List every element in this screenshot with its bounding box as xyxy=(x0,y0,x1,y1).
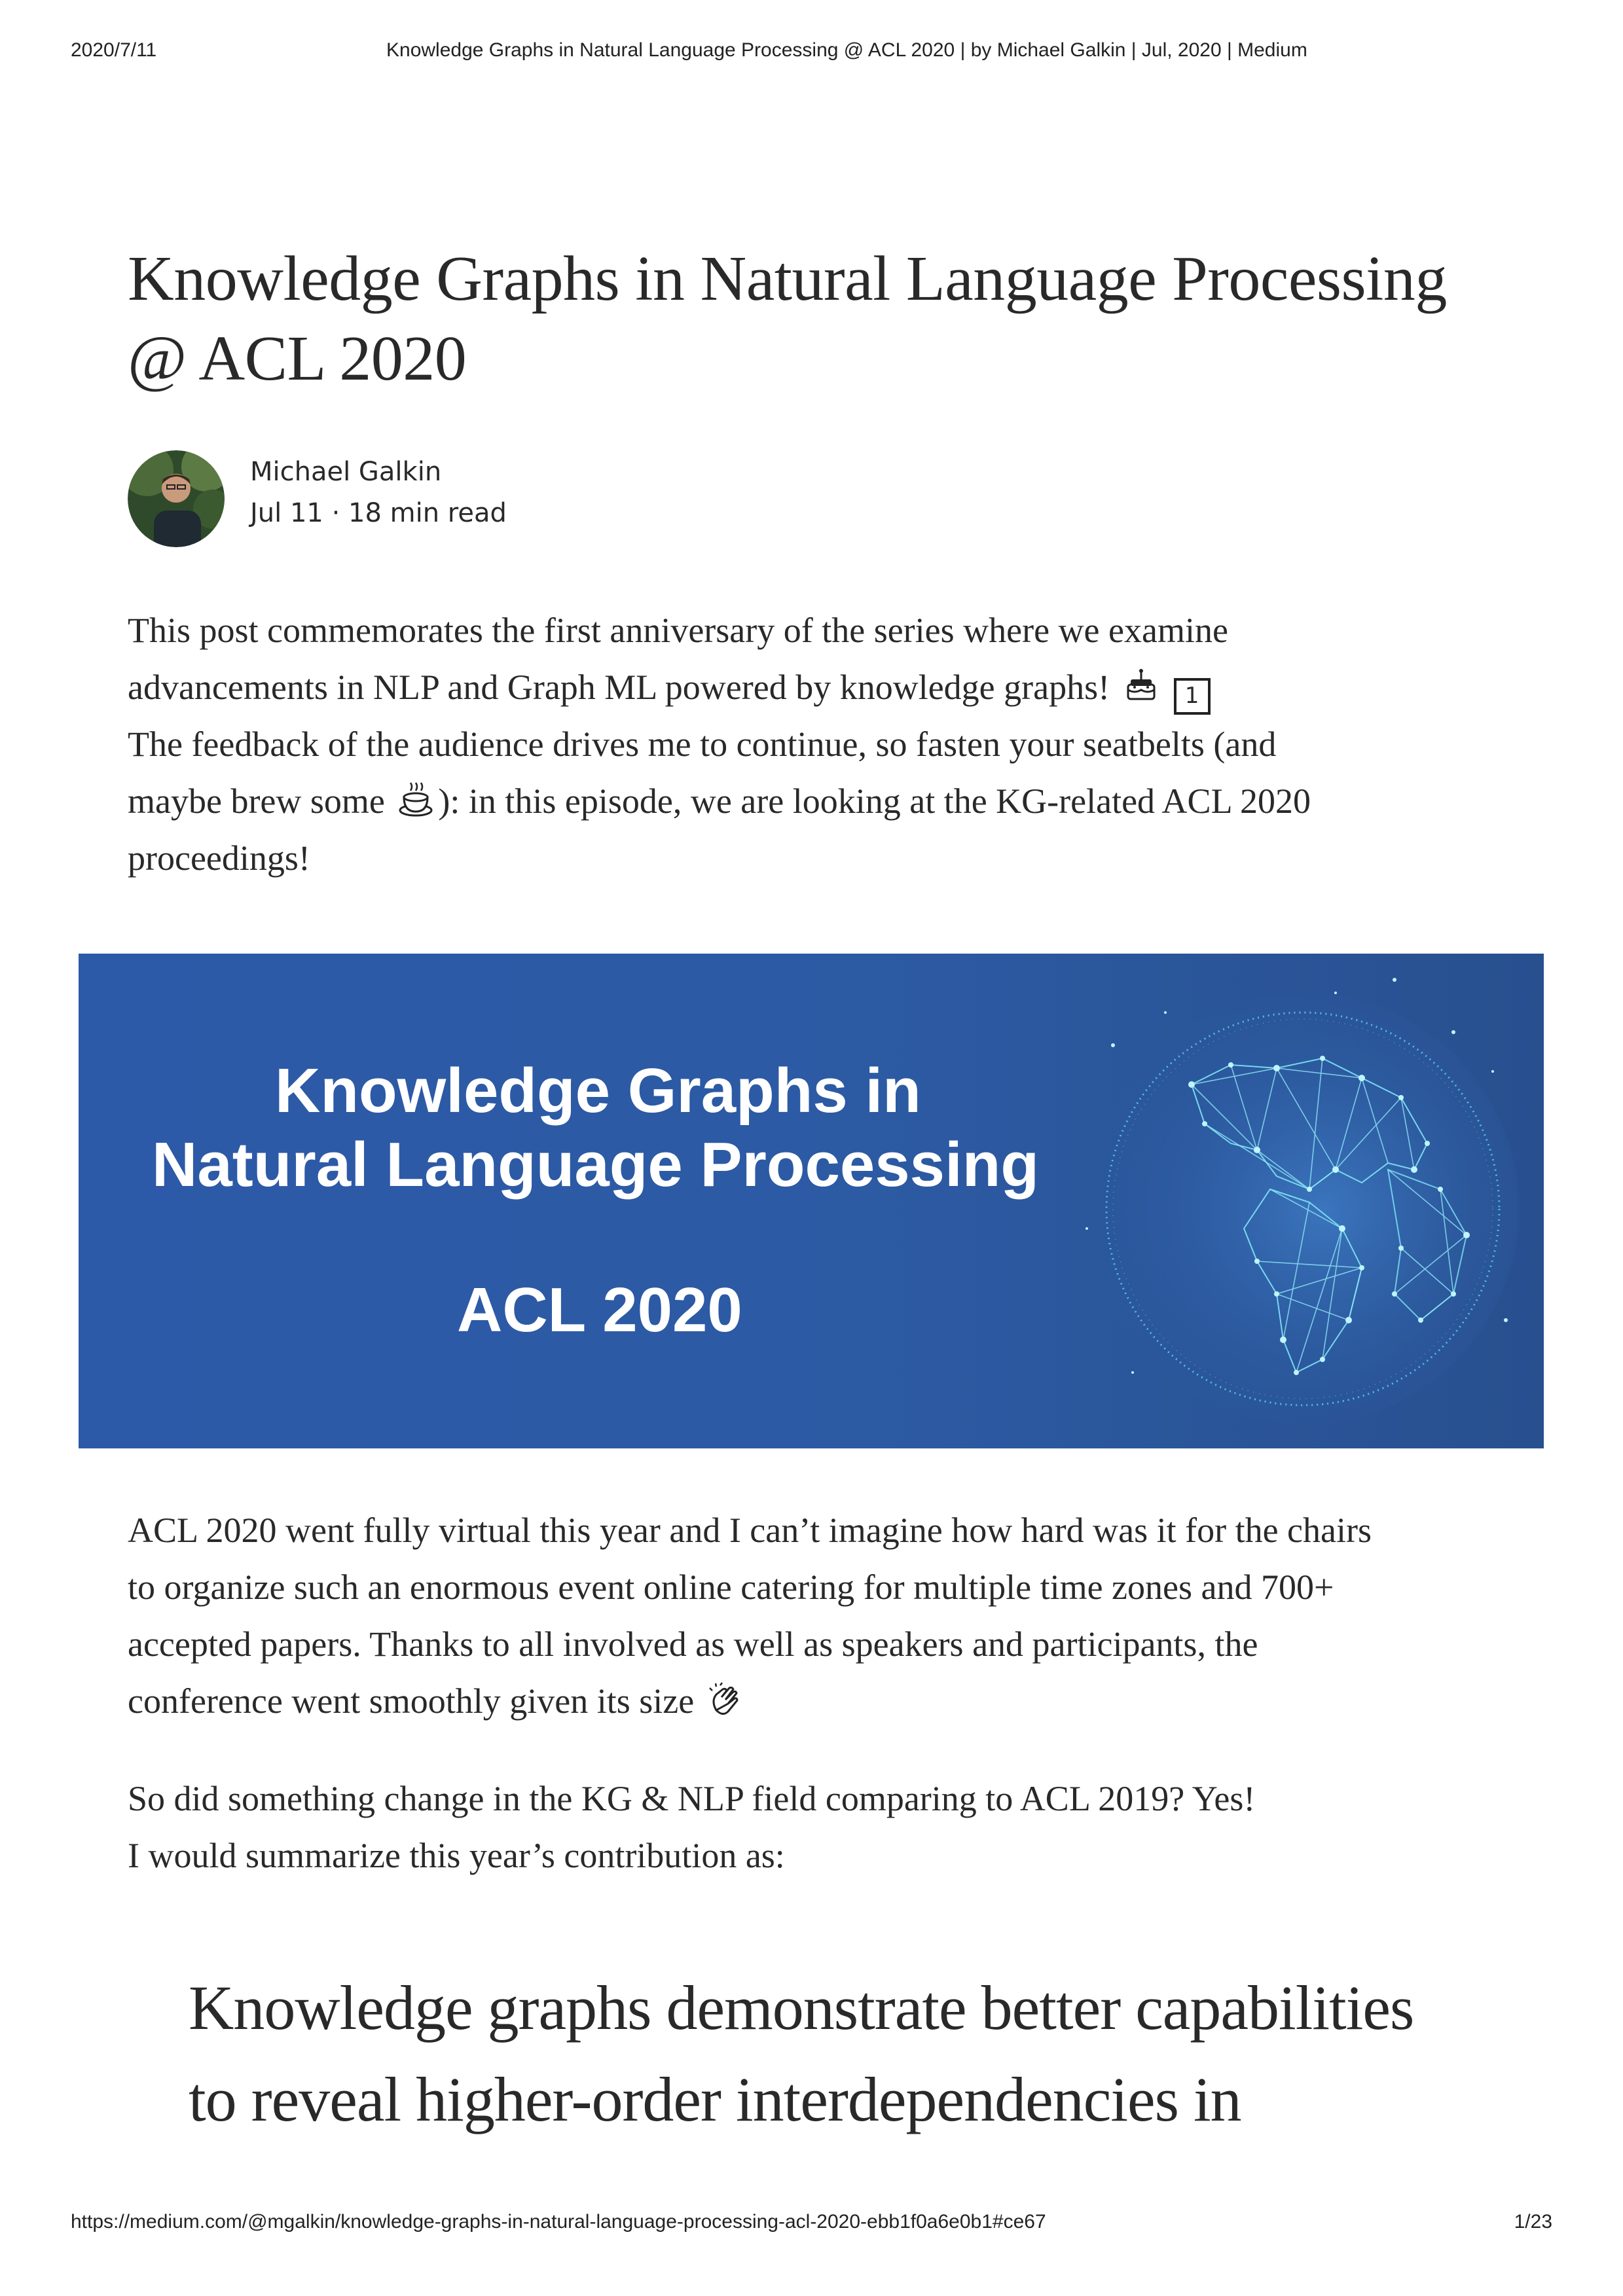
paragraph-text: advancements in NLP and Graph ML powered by knowledge graphs! xyxy=(128,668,1110,707)
banner-title-line: Knowledge Graphs in xyxy=(275,1056,921,1126)
body-paragraph xyxy=(128,1770,1516,1884)
pull-quote-line: to reveal higher-order interdependencies in xyxy=(189,2064,1241,2134)
page-number: 1/23 xyxy=(1514,2211,1552,2233)
print-url: https://medium.com/@mgalkin/knowledge-graphs-in-natural-language-processing-acl-2020-ebb1f0a6e0b1#ce67 xyxy=(71,2211,1046,2233)
paragraph-line: I would summarize this year’s contribution as: xyxy=(128,1836,785,1875)
article-title-line: @ ACL 2020 xyxy=(128,323,467,394)
paragraph-line xyxy=(128,659,1516,716)
print-date: 2020/7/11 xyxy=(71,39,157,61)
avatar-photo-icon xyxy=(128,450,225,547)
author-avatar[interactable] xyxy=(128,450,225,547)
paragraph-text: ): in this episode, we are looking at the KG-related ACL 2020 xyxy=(438,781,1311,821)
keycap-digit-one-icon: 1 xyxy=(1174,678,1211,715)
banner-subtitle: ACL 2020 xyxy=(457,1275,742,1345)
author-name-link[interactable]: Michael Galkin xyxy=(250,457,442,487)
paragraph-line: The feedback of the audience drives me to continue, so fasten your seatbelts (and xyxy=(128,725,1277,764)
post-date-readtime: Jul 11 · 18 min read xyxy=(250,498,507,528)
article-banner-image xyxy=(79,954,1544,1448)
intro-paragraph xyxy=(128,602,1516,887)
article-title xyxy=(128,239,1503,399)
paragraph-text: conference went smoothly given its size xyxy=(128,1681,695,1721)
clapping-hands-icon xyxy=(707,1681,744,1718)
paragraph-line xyxy=(128,773,1516,830)
article-title-line: Knowledge Graphs in Natural Language Processing xyxy=(128,243,1447,314)
pull-quote-line: Knowledge graphs demonstrate better capabilities xyxy=(189,1973,1414,2043)
print-page-title: Knowledge Graphs in Natural Language Processing @ ACL 2020 | by Michael Galkin | Jul, 2020 | Medium xyxy=(386,39,1307,61)
paragraph-line: So did something change in the KG & NLP field comparing to ACL 2019? Yes! xyxy=(128,1779,1256,1818)
print-header xyxy=(71,39,1552,65)
paragraph-line: to organize such an enormous event online catering for multiple time zones and 700+ xyxy=(128,1568,1334,1607)
paragraph-line: This post commemorates the first anniversary of the series where we examine xyxy=(128,611,1228,650)
hot-beverage-icon xyxy=(397,781,434,818)
paragraph-text: maybe brew some xyxy=(128,781,385,821)
globe-network-icon xyxy=(995,954,1544,1448)
banner-title-line: Natural Language Processing xyxy=(152,1130,1040,1200)
paragraph-line: accepted papers. Thanks to all involved as well as speakers and participants, the xyxy=(128,1624,1258,1664)
birthday-cake-icon xyxy=(1123,668,1159,704)
body-paragraph xyxy=(128,1502,1516,1730)
paragraph-line xyxy=(128,1673,1516,1730)
paragraph-line: ACL 2020 went fully virtual this year and I can’t imagine how hard was it for the chairs xyxy=(128,1511,1372,1550)
paragraph-line: proceedings! xyxy=(128,838,310,878)
pull-quote xyxy=(189,1962,1537,2145)
